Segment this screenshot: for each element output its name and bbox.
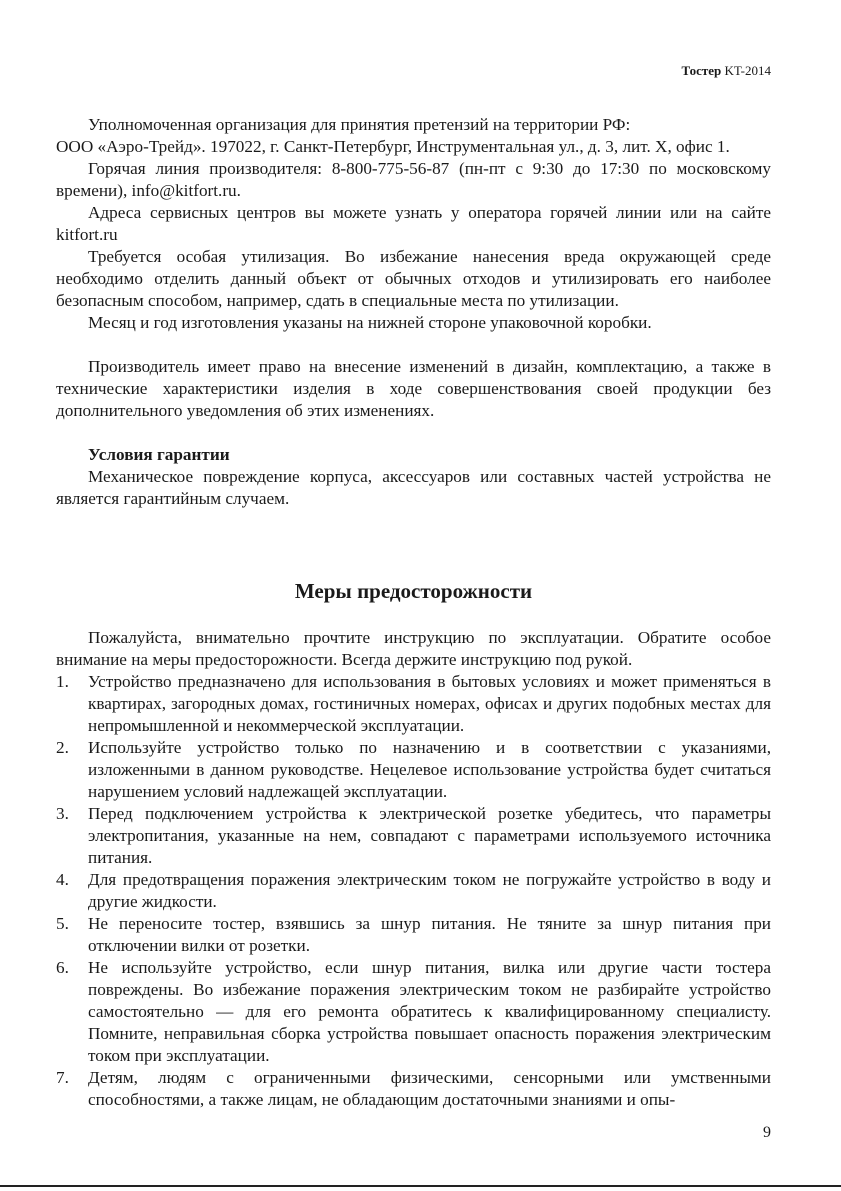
list-item: [56, 671, 771, 737]
list-item-text: Не переносите тостер, взявшись за шнур питания. Не тяните за шнур питания при отключении вилки от розетки.: [88, 914, 771, 955]
list-item-number: 4.: [56, 870, 69, 889]
hotline-paragraph: Горячая линия производителя: 8-800-775-56-87 (пн-пт с 9:30 до 17:30 по московскому времени), info@kitfort.ru.: [56, 159, 771, 200]
list-item-text: Не используйте устройство, если шнур питания, вилка или другие части тостера повреждены. Во избежание поражения электрическим током не разбирайте устройство самостоятельно — для его ремонта обратитесь к квалифицированному специалисту. Помните, неправильная сборка устройства повышает опасность поражения электрическим током при эксплуатации.: [88, 958, 771, 1065]
authorized-organization-address: ООО «Аэро-Трейд». 197022, г. Санкт-Петербург, Инструментальная ул., д. 3, лит. Х, офис 1.: [56, 137, 730, 156]
list-item-text: Для предотвращения поражения электрическим током не погружайте устройство в воду и другие жидкости.: [88, 870, 771, 911]
list-item-text: Детям, людям с ограниченными физическими, сенсорными или умственными способностями, а также лицам, не обладающим достаточными знаниями и опы-: [88, 1068, 771, 1109]
list-item-number: 7.: [56, 1068, 69, 1087]
list-item-number: 2.: [56, 738, 69, 757]
header-model: KT-2014: [724, 63, 771, 78]
list-item: [56, 1067, 771, 1111]
list-item: [56, 957, 771, 1067]
service-centers-paragraph: Адреса сервисных центров вы можете узнать у оператора горячей линии или на сайте kitfort.ru: [56, 203, 771, 244]
bottom-divider: [0, 1185, 841, 1187]
list-item-number: 5.: [56, 914, 69, 933]
precautions-list: [56, 671, 771, 1111]
running-header: [682, 63, 771, 79]
list-item-number: 1.: [56, 672, 69, 691]
list-item-number: 6.: [56, 958, 69, 977]
list-item: [56, 737, 771, 803]
list-item-text: Устройство предназначено для использования в бытовых условиях и может применяться в квартирах, загородных домах, гостиничных номерах, офисах и других подобных местах для непромышленной и некоммерческой эксплуатации.: [88, 672, 771, 735]
warranty-text: Механическое повреждение корпуса, аксессуаров или составных частей устройства не является гарантийным случаем.: [56, 467, 771, 508]
list-item-text: Перед подключением устройства к электрической розетке убедитесь, что параметры электропитания, указанные на нем, совпадают с параметрами используемого источника питания.: [88, 804, 771, 867]
manufacture-date-paragraph: Месяц и год изготовления указаны на нижней стороне упаковочной коробки.: [88, 313, 652, 332]
list-item: [56, 803, 771, 869]
precautions-intro: Пожалуйста, внимательно прочтите инструкцию по эксплуатации. Обратите особое внимание на меры предосторожности. Всегда держите инструкцию под рукой.: [56, 628, 771, 669]
authorized-organization-label: Уполномоченная организация для принятия претензий на территории РФ:: [88, 115, 631, 134]
warranty-heading: Условия гарантии: [88, 445, 230, 464]
list-item: [56, 869, 771, 913]
list-item: [56, 913, 771, 957]
page-number: 9: [763, 1124, 771, 1141]
list-item-number: 3.: [56, 804, 69, 823]
page-content: [56, 114, 771, 1111]
list-item-text: Используйте устройство только по назначению и в соответствии с указаниями, изложенными в данном руководстве. Нецелевое использование устройства будет считаться нарушением условий надлежащей эксплуатации.: [88, 738, 771, 801]
manufacturer-rights-paragraph: Производитель имеет право на внесение изменений в дизайн, комплектацию, а также в технические характеристики изделия в ходе совершенствования своей продукции без дополнительного уведомления об этих изменениях.: [56, 357, 771, 420]
precautions-title: Меры предосторожности: [294, 579, 533, 603]
disposal-paragraph: Требуется особая утилизация. Во избежание нанесения вреда окружающей среде необходимо отделить данный объект от обычных отходов и утилизировать его наиболее безопасным способом, например, сдать в специальные места по утилизации.: [56, 247, 771, 310]
header-product: Тостер: [681, 63, 722, 78]
